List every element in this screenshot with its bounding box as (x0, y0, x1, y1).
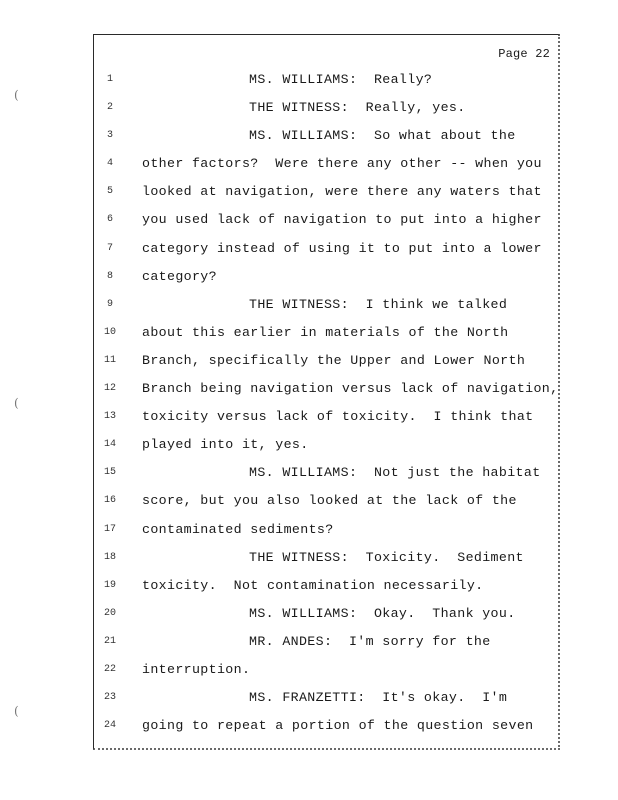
line-number: 2 (106, 102, 113, 114)
transcript-line (94, 99, 558, 127)
line-number: 19 (103, 579, 116, 591)
line-text: MS. WILLIAMS: Really? (249, 72, 433, 87)
line-text: category? (142, 268, 217, 284)
line-text: toxicity versus lack of toxicity. I think that (142, 409, 534, 425)
line-number: 20 (103, 607, 116, 619)
line-text: other factors? Were there any other -- when you (142, 156, 542, 172)
line-text: looked at navigation, were there any waters that (142, 184, 542, 200)
line-number: 18 (103, 551, 116, 563)
line-text: you used lack of navigation to put into a higher (142, 212, 542, 228)
line-number: 21 (103, 635, 116, 647)
margin-punch-mark-middle: ( (14, 396, 19, 410)
line-number: 10 (103, 326, 116, 338)
line-text: about this earlier in materials of the North (142, 324, 509, 340)
line-text: THE WITNESS: Toxicity. Sediment (249, 549, 524, 565)
transcript-lines (94, 71, 558, 745)
transcript-line (94, 324, 558, 352)
transcript-line (94, 155, 558, 183)
transcript-line (94, 127, 558, 155)
line-number: 7 (106, 242, 113, 254)
transcript-line (94, 183, 558, 211)
transcript-line (94, 380, 558, 408)
transcript-line (94, 464, 558, 492)
line-text: MS. WILLIAMS: Okay. Thank you. (249, 605, 516, 621)
transcript-line (94, 408, 558, 436)
transcript-line (94, 661, 558, 689)
line-number: 5 (106, 186, 113, 198)
transcript-line (94, 211, 558, 239)
transcript-line (94, 71, 558, 99)
line-text: Branch, specifically the Upper and Lower North (142, 352, 526, 368)
line-number: 12 (103, 383, 116, 395)
line-text: MR. ANDES: I'm sorry for the (249, 633, 491, 649)
line-number: 4 (106, 158, 113, 170)
line-number: 14 (103, 439, 116, 451)
line-text: contaminated sediments? (142, 521, 334, 537)
line-text: MS. WILLIAMS: Not just the habitat (249, 465, 541, 481)
transcript-line (94, 605, 558, 633)
line-number: 16 (103, 495, 116, 507)
transcript-line (94, 268, 558, 296)
line-text: THE WITNESS: I think we talked (249, 296, 508, 312)
transcript-line (94, 521, 558, 549)
line-text: THE WITNESS: Really, yes. (249, 100, 466, 116)
transcript-line (94, 689, 558, 717)
transcript-line (94, 436, 558, 464)
transcript-line (94, 717, 558, 745)
line-number: 23 (103, 692, 116, 704)
line-number: 3 (106, 130, 113, 142)
line-number: 6 (106, 214, 113, 226)
line-text: Branch being navigation versus lack of navigation, (142, 381, 559, 397)
line-text: played into it, yes. (142, 437, 309, 453)
line-number: 17 (103, 523, 116, 535)
line-number: 15 (103, 467, 116, 479)
line-text: toxicity. Not contamination necessarily. (142, 577, 484, 593)
line-text: MS. FRANZETTI: It's okay. I'm (249, 690, 508, 706)
line-number: 9 (106, 298, 113, 310)
line-number: 24 (103, 720, 116, 732)
line-number: 22 (103, 663, 116, 675)
transcript-line (94, 296, 558, 324)
line-number: 13 (103, 411, 116, 423)
margin-punch-mark-bottom: ( (14, 704, 19, 718)
line-number: 1 (106, 74, 113, 85)
line-text: category instead of using it to put into a lower (142, 240, 542, 256)
transcript-line (94, 549, 558, 577)
transcript-line (94, 492, 558, 520)
line-number: 8 (106, 270, 113, 282)
line-text: MS. WILLIAMS: So what about the (249, 128, 516, 144)
margin-punch-mark-top: ( (14, 88, 19, 102)
line-text: interruption. (142, 661, 251, 677)
transcript-line (94, 577, 558, 605)
line-text: going to repeat a portion of the question seven (142, 718, 534, 734)
line-number: 11 (103, 354, 116, 366)
line-text: score, but you also looked at the lack of the (142, 493, 517, 509)
transcript-line (94, 352, 558, 380)
page-number: Page 22 (498, 47, 550, 61)
transcript-line (94, 240, 558, 268)
transcript-page (93, 34, 560, 750)
transcript-line (94, 633, 558, 661)
